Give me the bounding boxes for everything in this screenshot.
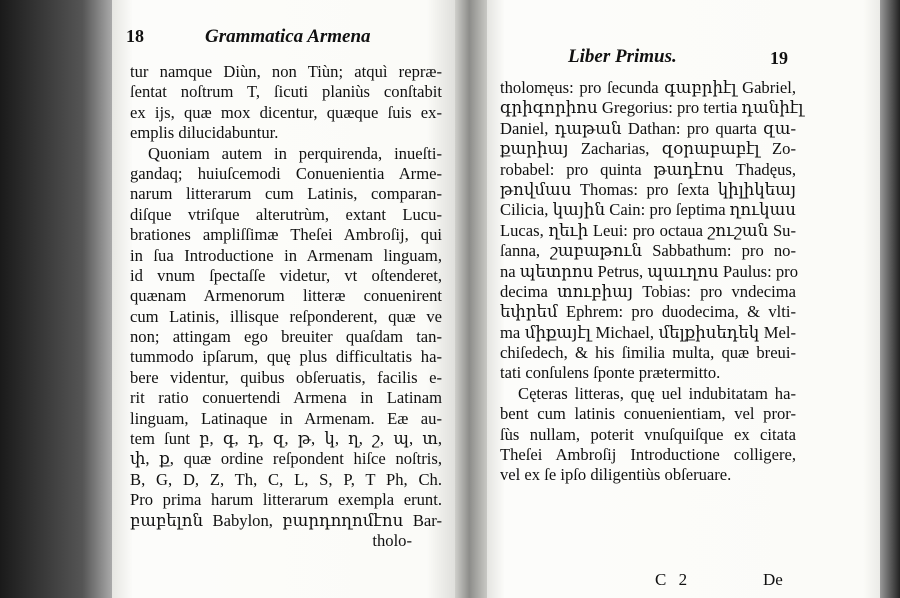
left-running-head: Grammatica Armena bbox=[205, 26, 371, 47]
text-line: tem ſunt բ, գ, դ, զ, թ, կ, ղ, շ, պ, տ, bbox=[130, 429, 442, 449]
text-line: քարիայ Zacharias, զօրաբաբէլ Zo- bbox=[500, 139, 796, 159]
text-line: quænam Armenorum litteræ conuenirent bbox=[130, 286, 442, 306]
text-line: decima տուբիայ Tobias: pro vndecima bbox=[500, 281, 796, 301]
right-page-number: 19 bbox=[770, 48, 788, 68]
text-line: non; attingam ego breuiter quaſdam tan- bbox=[130, 327, 442, 347]
text-line: tummodo ipſarum, quę plus difficultatis ha- bbox=[130, 347, 442, 367]
text-line: na պետրոս Petrus, պաւղոս Paulus: pro bbox=[500, 261, 798, 281]
text-line: brationes ampliſſimæ Theſei Ambroſij, qui bbox=[130, 225, 442, 245]
scan-edge-left bbox=[0, 0, 118, 598]
text-line: vel ex ſe ipſo diligentiùs obſeruare. bbox=[500, 465, 732, 485]
book-gutter bbox=[455, 0, 487, 598]
text-line: gandaq; huiuſcemodi Conuenientia Arme- bbox=[130, 163, 442, 183]
catchword: De bbox=[763, 570, 783, 589]
text-line: բաբելոն Babylon, բարդողոմէոս Bar- bbox=[130, 510, 442, 530]
text-line: cum Latinis, illisque reſponderent, quæ ve bbox=[130, 306, 442, 326]
text-line: ex ijs, quæ mox dicentur, quæque ſuis ex- bbox=[130, 102, 442, 122]
right-text-column bbox=[500, 78, 804, 486]
text-line: Lucas, ղեւի Leui: pro octaua շուշան Su- bbox=[500, 220, 796, 240]
text-line: diſque vtriſque alterutrùm, extant Lucu- bbox=[130, 204, 442, 224]
text-line: robabel: pro quinta թադէոս Thadęus, bbox=[500, 159, 796, 179]
text-line: Daniel, դաթան Dathan: pro quarta զա- bbox=[500, 118, 796, 138]
text-line: tholomęus: pro ſecunda գաբրիէլ Gabriel, bbox=[500, 78, 796, 97]
text-line: փ, ք, quæ ordine reſpondent hiſce noſtris, bbox=[130, 449, 442, 469]
catchword: tholo- bbox=[372, 530, 412, 550]
left-text-column bbox=[130, 62, 442, 551]
text-line: linguam, Latinaque in Armenam. Eæ au- bbox=[130, 408, 442, 428]
text-line: in ſua Introductione in Armenam linguam, bbox=[130, 245, 442, 265]
text-line: Pro prima harum litterarum exempla erunt. bbox=[130, 490, 442, 510]
text-line: tur namque Diùn, non Tiùn; atquì repræ- bbox=[130, 62, 442, 81]
left-page-number: 18 bbox=[126, 26, 144, 46]
text-line: ſanna, շաբաթուն Sabbathum: pro no- bbox=[500, 241, 796, 261]
text-line: bere videntur, quibus obſeruatis, facilis e- bbox=[130, 367, 442, 387]
text-line: գրիգորիոս Gregorius: pro tertia դանիէլ bbox=[500, 98, 804, 118]
text-line: tati conſulens ſponte prætermitto. bbox=[500, 363, 721, 383]
text-line: id vnum ſpectaſſe videtur, vt oſtenderet, bbox=[130, 265, 442, 285]
text-line: rit ratio conuertendi Armena in Latinam bbox=[130, 388, 442, 408]
text-line: B, G, D, Z, Th, C, L, S, P, T Ph, Ch. bbox=[130, 469, 442, 489]
text-line: chiſedech, & his ſimilia multa, quæ breui- bbox=[500, 343, 796, 363]
text-line: Theſei Ambroſij Introductione colligere, bbox=[500, 445, 796, 465]
text-line: bent cum latinis conuenientiam, vel pror- bbox=[500, 404, 796, 424]
right-running-head: Liber Primus. bbox=[568, 46, 677, 67]
text-line: եփրեմ Ephrem: pro duodecima, & vlti- bbox=[500, 302, 796, 322]
text-line: emplis dilucidabuntur. bbox=[130, 123, 279, 143]
text-line: narum litterarum cum Latinis, comparan- bbox=[130, 184, 442, 204]
text-line: ſùs nullam, poterit vnuſquiſque ex citata bbox=[500, 424, 796, 444]
text-line: ſentat noſtrum T, ſicuti planiùs conſtabit bbox=[130, 82, 442, 102]
signature-mark: C 2 bbox=[655, 570, 688, 589]
text-line: թովմաս Thomas: pro ſexta կիլիկեայ bbox=[500, 179, 796, 199]
text-line: ma միքայէլ Michael, մելքիսեդեկ Mel- bbox=[500, 322, 796, 342]
text-line: Cęteras litteras, quę uel indubitatam ha- bbox=[518, 383, 796, 403]
text-line: Quoniam autem in perquirenda, inueſti- bbox=[148, 143, 442, 163]
scan-edge-right bbox=[880, 0, 900, 598]
text-line: Cilicia, կային Cain: pro ſeptima ղուկաս bbox=[500, 200, 796, 220]
